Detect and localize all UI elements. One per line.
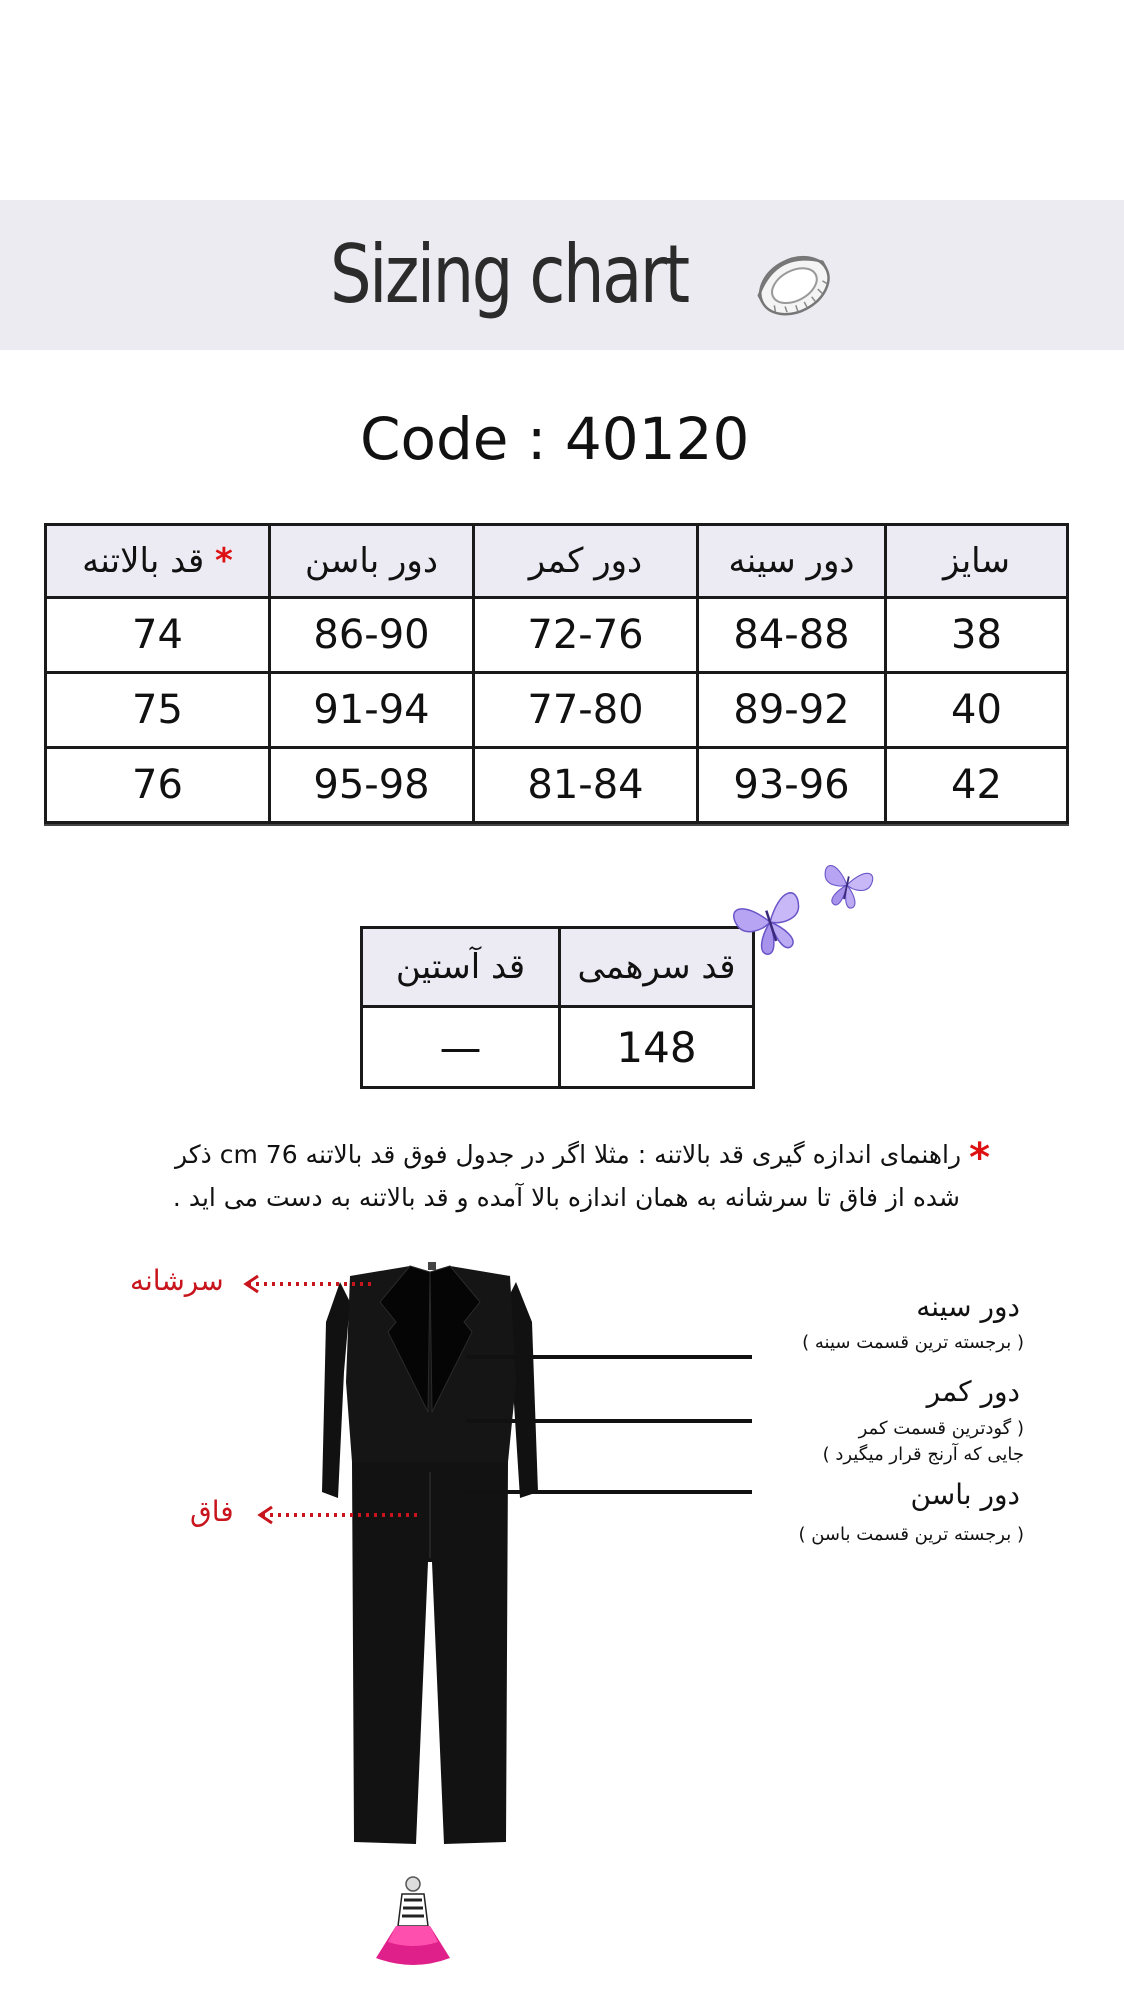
cell-chest: 89-92	[698, 673, 886, 748]
header-upper-length	[46, 525, 270, 598]
crotch-arrow-icon	[256, 1503, 424, 1527]
table-row	[362, 1007, 754, 1088]
product-code: Code : 40120	[360, 405, 750, 473]
guide-star: *	[969, 1135, 990, 1181]
cell-chest: 93-96	[698, 748, 886, 823]
measuring-tape-icon	[748, 238, 838, 328]
cell-size: 40	[886, 673, 1068, 748]
butterfly-icon	[818, 856, 876, 914]
length-table-header-row	[362, 928, 754, 1007]
table-row	[46, 598, 1068, 673]
guide-text-1: راهنمای اندازه گیری قد بالاتنه : مثلا اگر در جدول فوق قد بالاتنه 76 cm ذکر	[174, 1140, 962, 1169]
guide-line-1	[130, 1135, 990, 1181]
doll-logo-icon	[372, 1872, 454, 1972]
length-table	[360, 926, 755, 1089]
cell-hip: 86-90	[270, 598, 474, 673]
header-hip: دور باسن	[270, 525, 474, 598]
upper-length-guide	[130, 1135, 990, 1218]
cell-upper-length: 74	[46, 598, 270, 673]
hip-line	[466, 1490, 752, 1494]
crotch-label: فاق	[190, 1495, 234, 1528]
table-row	[46, 748, 1068, 823]
waist-desc-1: ( گودترین قسمت کمر	[858, 1418, 1024, 1439]
chest-desc: ( برجسته ترین قسمت سینه )	[802, 1332, 1024, 1353]
waist-title: دور کمر	[926, 1375, 1020, 1408]
cell-hip: 95-98	[270, 748, 474, 823]
header-upper-length-star: *	[215, 541, 233, 581]
table-row	[46, 673, 1068, 748]
hip-title: دور باسن	[910, 1478, 1020, 1511]
header-size: سایز	[886, 525, 1068, 598]
header-chest: دور سینه	[698, 525, 886, 598]
cell-size: 38	[886, 598, 1068, 673]
hip-desc: ( برجسته ترین قسمت باسن )	[798, 1524, 1024, 1545]
guide-line-2	[130, 1178, 990, 1218]
chest-line	[466, 1355, 752, 1359]
shoulder-label: سرشانه	[130, 1264, 224, 1297]
cell-upper-length: 76	[46, 748, 270, 823]
cell-waist: 77-80	[474, 673, 698, 748]
cell-waist: 72-76	[474, 598, 698, 673]
jumpsuit-figure	[320, 1262, 540, 1862]
size-table	[44, 523, 1069, 824]
header-jumpsuit-length: قد سرهمی	[560, 928, 754, 1007]
butterfly-icon	[730, 882, 810, 962]
size-table-header-row	[46, 525, 1068, 598]
cell-waist: 81-84	[474, 748, 698, 823]
header-waist: دور کمر	[474, 525, 698, 598]
cell-sleeve-length: —	[362, 1007, 560, 1088]
header-upper-length-label: قد بالاتنه	[82, 541, 205, 581]
waist-line	[466, 1419, 752, 1423]
chest-title: دور سینه	[916, 1290, 1020, 1323]
cell-hip: 91-94	[270, 673, 474, 748]
guide-text-2: شده از فاق تا سرشانه به همان اندازه بالا آمده و قد بالاتنه به دست می اید .	[172, 1183, 960, 1212]
waist-desc-2: جایی که آرنج قرار میگیرد )	[822, 1444, 1024, 1465]
cell-chest: 84-88	[698, 598, 886, 673]
header-sleeve-length: قد آستین	[362, 928, 560, 1007]
cell-size: 42	[886, 748, 1068, 823]
shoulder-arrow-icon	[242, 1272, 378, 1296]
cell-upper-length: 75	[46, 673, 270, 748]
page-title: Sizing chart	[330, 228, 688, 321]
cell-jumpsuit-length: 148	[560, 1007, 754, 1088]
